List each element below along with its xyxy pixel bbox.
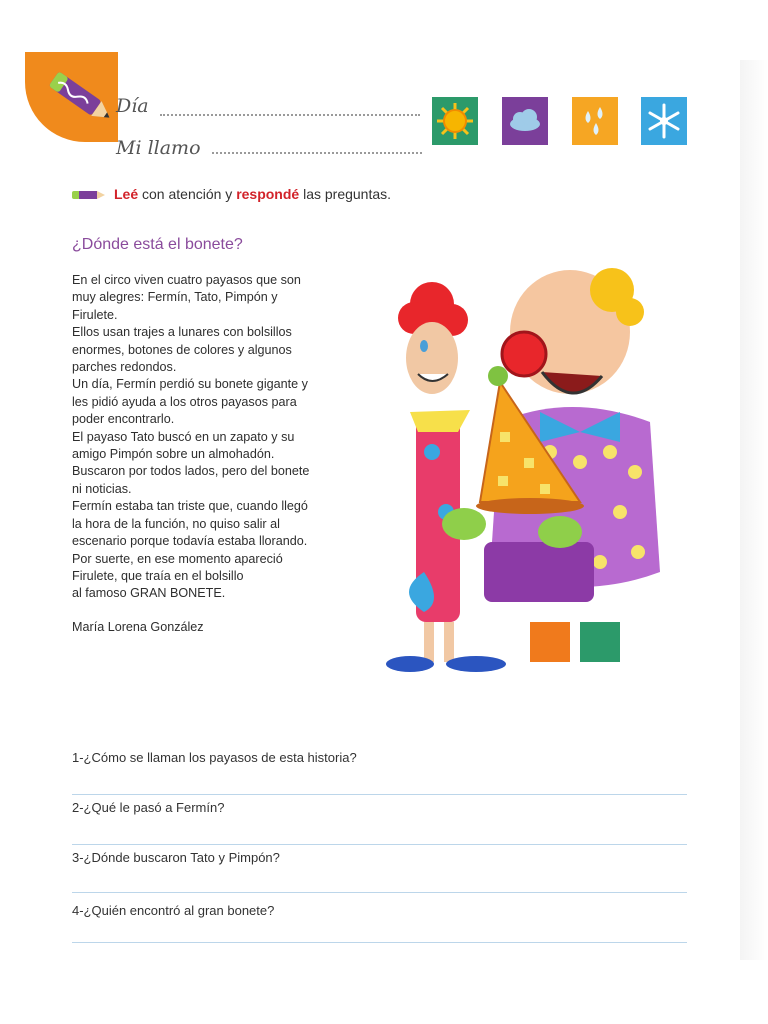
story-line: al famoso GRAN BONETE. — [72, 586, 226, 601]
clowns-illustration — [380, 262, 670, 682]
story-line: El payaso Tato buscó en un zapato y su — [72, 429, 295, 444]
cloud-icon[interactable] — [502, 97, 548, 145]
story-author: María Lorena González — [72, 620, 204, 634]
question-3: 3-¿Dónde buscaron Tato y Pimpón? — [72, 850, 280, 865]
story-line: muy alegres: Fermín, Tato, Pimpón y — [72, 290, 278, 305]
rain-icon[interactable] — [572, 97, 618, 145]
story-line: poder encontrarlo. — [72, 412, 175, 427]
instruction-text-1: con atención y — [138, 186, 237, 202]
instruction-lee: Leé — [114, 186, 139, 202]
name-label: Mi llamo — [116, 137, 201, 159]
question-1: 1-¿Cómo se llaman los payasos de esta historia? — [72, 750, 357, 765]
story-line: Fermín estaba tan triste que, cuando llegó — [72, 499, 308, 514]
story-line: Por suerte, en ese momento apareció — [72, 551, 283, 566]
page-edge — [740, 60, 768, 960]
mini-pencil-icon — [72, 189, 108, 201]
name-field[interactable] — [212, 152, 422, 154]
story-text — [72, 272, 372, 603]
story-line: parches redondos. — [72, 360, 177, 375]
story-line: Buscaron por todos lados, pero del bonete — [72, 464, 310, 479]
story-title: ¿Dónde está el bonete? — [72, 236, 243, 253]
sun-icon[interactable] — [432, 97, 478, 145]
answer-line-4[interactable] — [72, 942, 687, 943]
answer-line-3[interactable] — [72, 892, 687, 893]
dia-label: Día — [116, 95, 149, 117]
dia-field[interactable] — [160, 114, 420, 116]
story-line: les pidió ayuda a los otros payasos para — [72, 394, 297, 409]
snowflake-icon[interactable] — [641, 97, 687, 145]
story-line: escenario porque todavía estaba llorando. — [72, 534, 308, 549]
story-line: Ellos usan trajes a lunares con bolsillos — [72, 325, 292, 340]
story-line: En el circo viven cuatro payasos que son — [72, 273, 301, 287]
answer-line-2[interactable] — [72, 844, 687, 845]
fat-clown — [442, 268, 660, 662]
story-line: enormes, botones de colores y algunos — [72, 342, 292, 357]
story-line: Firulete. — [72, 307, 118, 322]
question-4: 4-¿Quién encontró al gran bonete? — [72, 903, 275, 918]
story-line: la hora de la función, no quiso salir al — [72, 516, 280, 531]
story-line: amigo Pimpón sobre un almohadón. — [72, 447, 275, 462]
instruction-text-2: las preguntas. — [299, 186, 392, 202]
instruction-responde: respondé — [236, 186, 300, 202]
story-line: ni noticias. — [72, 481, 132, 496]
instruction — [114, 186, 391, 202]
story-line: Un día, Fermín perdió su bonete gigante y — [72, 377, 308, 392]
question-2: 2-¿Qué le pasó a Fermín? — [72, 800, 225, 815]
answer-line-1[interactable] — [72, 794, 687, 795]
story-line: Firulete, que traía en el bolsillo — [72, 568, 244, 583]
pencil-icon — [40, 62, 120, 132]
